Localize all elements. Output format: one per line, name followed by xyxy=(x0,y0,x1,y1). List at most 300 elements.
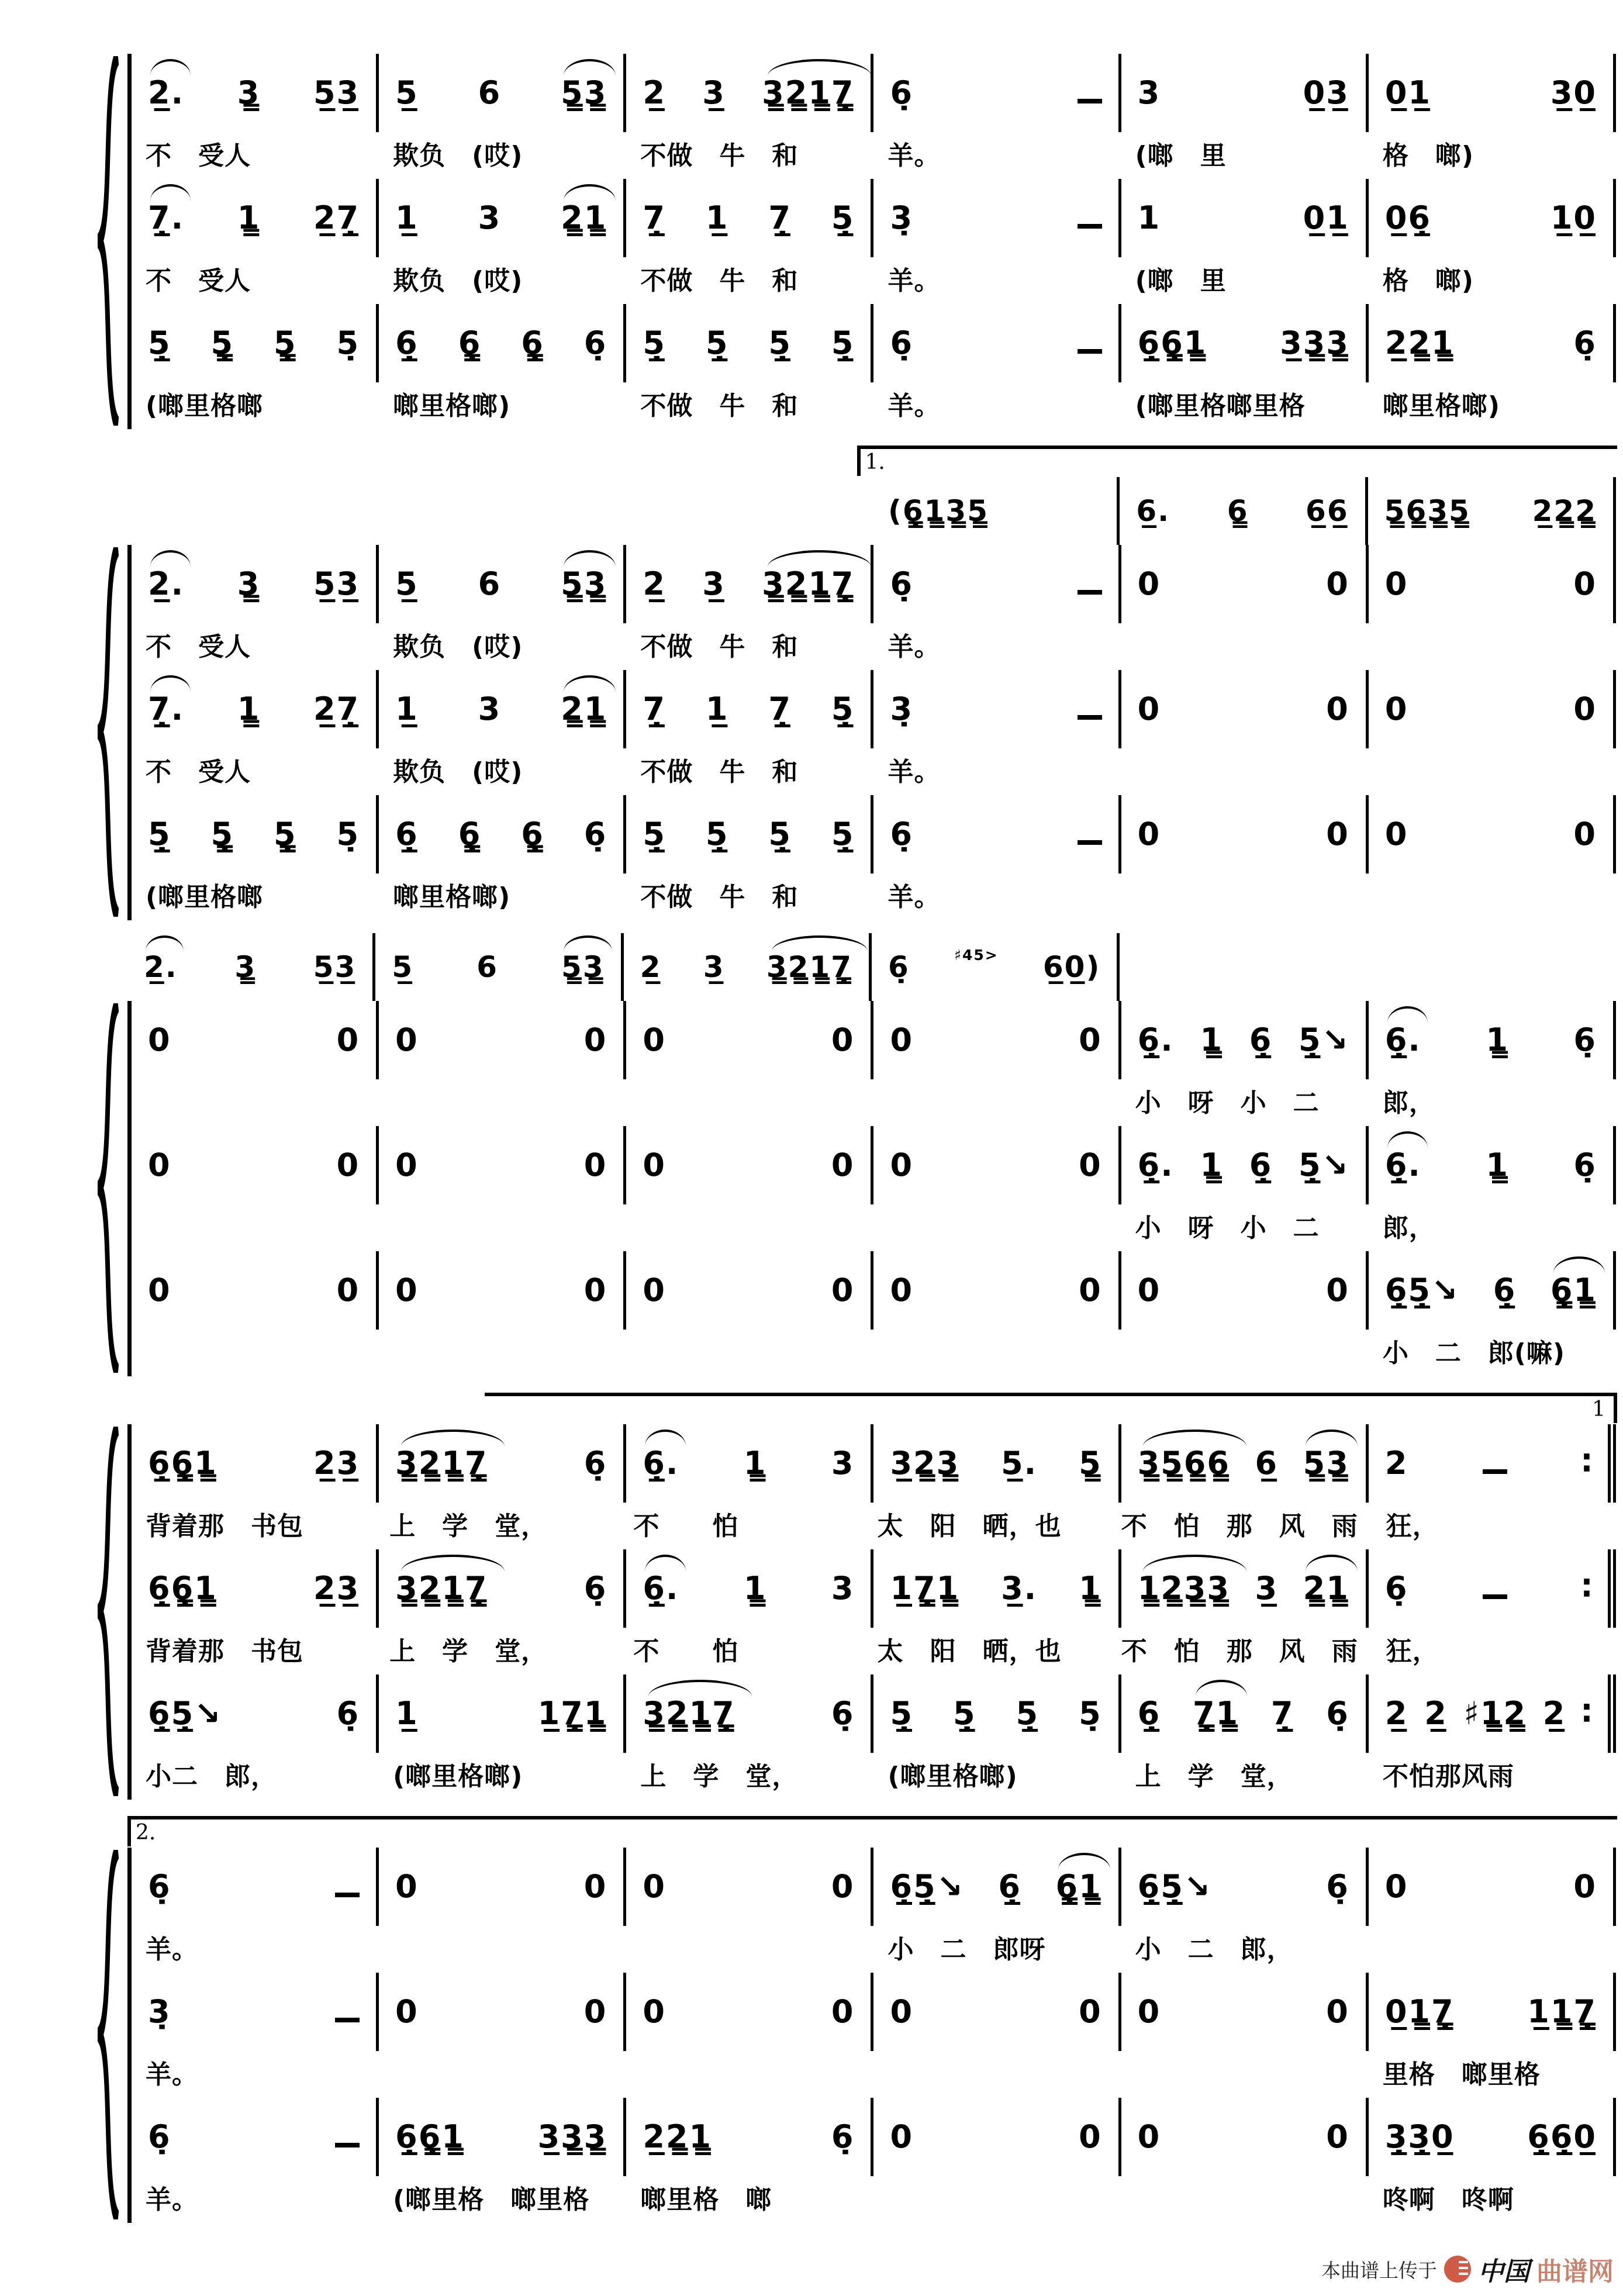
volta-label: 1 xyxy=(1592,1397,1605,1421)
note-token: 3̳ xyxy=(234,950,257,984)
lyric-measure: 羊。 xyxy=(888,141,941,171)
lyric-measure: 啷里格啷) xyxy=(1382,391,1500,421)
lyric-3 xyxy=(132,873,1616,920)
measure xyxy=(873,2098,1121,2176)
voice-3 xyxy=(132,795,1616,873)
note-token: 6̲̣ xyxy=(1493,1272,1517,1308)
note-token: 0 xyxy=(395,1147,419,1183)
note-token: 0 xyxy=(1573,816,1597,852)
note-token: 3̲3̳3̳ xyxy=(1280,324,1349,361)
lyric-measure: 欺负 (哎) xyxy=(393,632,523,662)
voice-1 xyxy=(132,545,1616,623)
note-token: 0 xyxy=(148,1147,171,1183)
volta-bracket xyxy=(127,1816,1617,1846)
note-token: 5̲̣ xyxy=(148,324,171,361)
lyric-measure xyxy=(132,1079,379,1082)
note-token: 6̣ xyxy=(888,950,910,984)
note-token xyxy=(1078,819,1102,850)
system-3 xyxy=(127,933,1616,1376)
slur-arc xyxy=(564,59,616,76)
lyric-measure: (啷里格啷里格 xyxy=(1135,391,1306,421)
measure xyxy=(132,1424,379,1503)
measure xyxy=(873,1674,1121,1753)
lyric-measure: 小 二 郎呀 xyxy=(888,1935,1046,1964)
measure xyxy=(1121,1126,1369,1204)
note-token: 1̳2̳3̳3̳ xyxy=(1138,1573,1230,1604)
grace-notes: ♯45> xyxy=(954,946,999,964)
note-token: 2̲2̳1̳ xyxy=(1384,324,1455,361)
system-5 xyxy=(127,1812,1616,2223)
interlude-line xyxy=(127,933,1616,1001)
note-token: 0 xyxy=(1384,1868,1408,1905)
note-token: 6̲̣5̲̣↘ xyxy=(1137,1868,1212,1905)
lyric-measure: 不 怕 那 风 雨 xyxy=(1121,1511,1358,1541)
note-token: 7̲̣ xyxy=(1270,1695,1294,1732)
measure xyxy=(375,477,623,545)
note-token: 5̲̣ xyxy=(831,816,855,852)
measure xyxy=(873,1126,1121,1204)
measure xyxy=(132,1001,379,1079)
lyric-measure xyxy=(626,1204,873,1207)
note-token: 6 xyxy=(478,74,502,111)
lyric-measure: 背着那 书包 xyxy=(146,1511,303,1541)
measure xyxy=(379,795,626,873)
lyric-measure: 郎， xyxy=(1382,1213,1435,1243)
voice-3 xyxy=(132,1674,1616,1753)
measure xyxy=(873,795,1121,873)
lyric-measure: 太 阳 晒，也 xyxy=(877,1636,1062,1666)
note-token: 5̲̣ xyxy=(1016,1695,1040,1732)
note-token: 6̣ xyxy=(1326,1695,1349,1732)
voice-block xyxy=(127,54,1616,429)
measure xyxy=(1369,1973,1616,2051)
note-token: 3̳2̳1̳7̳̣ xyxy=(643,1698,735,1729)
lyric-measure: 小二 郎， xyxy=(146,1762,277,1791)
system-brace xyxy=(98,547,120,917)
slur-arc xyxy=(1306,1430,1358,1446)
measure xyxy=(1121,1424,1369,1503)
lyric-1 xyxy=(132,132,1616,179)
note-token xyxy=(1483,1573,1507,1604)
lyric-measure xyxy=(1121,748,1369,751)
note-token xyxy=(1483,1448,1507,1479)
lyric-measure: 欺负 (哎) xyxy=(393,266,523,296)
note-token: 6̣ xyxy=(890,324,914,361)
duration-dash xyxy=(1078,715,1102,720)
note-token: 6̣ xyxy=(148,1868,171,1905)
slur-arc xyxy=(1387,1131,1428,1148)
note-token: 5̲ xyxy=(395,74,419,111)
lyric-measure: 小 呀 小 二 xyxy=(1135,1213,1320,1243)
slur-arc xyxy=(768,59,871,76)
note-token: 0 xyxy=(583,1147,607,1183)
note-token: 6̣ xyxy=(583,1570,607,1607)
note-token: 6̲0̲) xyxy=(1042,950,1101,984)
measure xyxy=(379,670,626,748)
duration-dash xyxy=(1483,1469,1507,1474)
lyric-measure: (啷里格啷 xyxy=(146,391,264,421)
note-token: 2̲ xyxy=(643,565,666,602)
measure xyxy=(132,1674,379,1753)
measure xyxy=(132,304,379,382)
voice-2 xyxy=(132,1126,1616,1204)
voice-2 xyxy=(132,1973,1616,2051)
measure xyxy=(379,179,626,257)
note-token: 5̲̣ xyxy=(953,1695,976,1732)
note-token: 0 xyxy=(336,1147,360,1183)
note-token: 5̳3̳ xyxy=(561,77,607,109)
lyric-measure: 不做 牛 和 xyxy=(640,391,799,421)
note-token: 7̲̣. xyxy=(148,202,184,234)
lyric-measure xyxy=(873,2051,1121,2053)
slur-arc xyxy=(564,935,612,951)
note-token: 6̲̣6̳̣1̳ xyxy=(148,1570,217,1607)
measure xyxy=(1369,670,1616,748)
note-token: 6̣ xyxy=(1573,324,1597,361)
measure xyxy=(132,179,379,257)
note-token: 5̳3̳ xyxy=(561,952,605,982)
note-token: (6̳̣1̳3̳5̳ xyxy=(888,494,989,528)
measure xyxy=(626,545,873,623)
note-token: 2̲ xyxy=(1424,1695,1448,1732)
note-token: 2̲2̳2̳ xyxy=(1532,494,1597,528)
lyric-measure xyxy=(1121,1330,1369,1332)
note-token: 2̲7̲̣ xyxy=(313,199,360,236)
measure xyxy=(1121,1001,1369,1079)
measure xyxy=(626,1848,873,1926)
note-token: 5̲̣ xyxy=(643,816,666,852)
note-token: 3̳2̳1̳7̳̣ xyxy=(762,77,854,109)
measure xyxy=(379,1126,626,1204)
note-token: 0 xyxy=(831,1147,855,1183)
note-token: 6̣ xyxy=(831,1695,855,1732)
voice-block xyxy=(127,545,1616,920)
note-token: 5̲̣ xyxy=(831,199,855,236)
measure xyxy=(132,1848,379,1926)
measure xyxy=(1120,477,1368,545)
slur-arc xyxy=(564,184,616,201)
note-token: 0 xyxy=(1326,2118,1349,2155)
note-token: 3̲ xyxy=(702,565,726,602)
note-token: 6̣ xyxy=(1573,1147,1597,1183)
note-token: 0 xyxy=(1384,565,1408,602)
note-token: 2̲. xyxy=(148,77,184,109)
lyric-1 xyxy=(132,1926,1616,1973)
measure xyxy=(1121,670,1369,748)
note-token: 6̣ xyxy=(890,565,914,602)
note-token: 5̳̣ xyxy=(274,324,297,361)
note-token xyxy=(335,1871,360,1903)
note-token: 1̳ xyxy=(1200,1021,1224,1058)
note-token: 5̣ xyxy=(1079,1695,1102,1732)
note-token: 6̲̣. xyxy=(643,1573,679,1604)
lyric-measure xyxy=(379,1926,626,1928)
duration-dash xyxy=(335,1893,360,1897)
note-token: 0 xyxy=(1137,690,1161,727)
note-token: 1̳ xyxy=(237,690,261,727)
footer-upload-note: 本曲谱上传于 xyxy=(1321,2259,1437,2282)
lyric-measure: (啷里格 啷里格 xyxy=(393,2185,590,2215)
note-token: 5̲̣ xyxy=(148,816,171,852)
note-token: 0 xyxy=(890,1993,914,2030)
note-token: 1̲ xyxy=(395,199,419,236)
note-token: 3̳2̳1̳7̳̣ xyxy=(766,952,852,982)
voice-3 xyxy=(132,2098,1616,2176)
note-token: 7̲̣ xyxy=(643,690,666,727)
measure xyxy=(626,1674,873,1753)
note-token: 0 xyxy=(336,1272,360,1308)
voice-1 xyxy=(132,1848,1616,1926)
note-token: 6̣ xyxy=(1326,1868,1349,1905)
measure xyxy=(626,670,873,748)
slur-arc xyxy=(1306,1555,1358,1572)
lyric-measure: 羊。 xyxy=(888,391,941,421)
note-token: 5̳6̳3̳5̳ xyxy=(1384,494,1470,528)
lyric-measure xyxy=(1121,623,1369,626)
note-token: 6̣ xyxy=(890,74,914,111)
repeat-colon: ∶ xyxy=(1582,1570,1591,1607)
note-token: 1̲ xyxy=(395,1695,419,1732)
note-token: 3̣ xyxy=(148,1993,171,2030)
measure xyxy=(132,54,379,132)
note-token: 6̣ xyxy=(890,816,914,852)
note-token: 0 xyxy=(1079,1993,1102,2030)
note-token: 7̲̣. xyxy=(148,693,184,725)
measure xyxy=(379,1674,626,1753)
voice-block xyxy=(127,1424,1616,1800)
lyric-measure: 羊。 xyxy=(146,1935,198,1964)
measure xyxy=(1368,477,1616,545)
lyric-measure: 不做 牛 和 xyxy=(640,757,799,787)
note-token: 0 xyxy=(583,1993,607,2030)
note-token: 6̲̣6̳̣1̳ xyxy=(395,2118,465,2155)
note-token: 1̳ xyxy=(743,1445,767,1482)
note-token: 6̣ xyxy=(583,1445,607,1482)
note-token: 0̲1̳7̳̣ xyxy=(1384,1993,1455,2030)
note-token: 6̲̣. xyxy=(1137,1021,1174,1058)
lyric-measure: 里格 啷里格 xyxy=(1382,2060,1541,2090)
note-token: 0 xyxy=(890,1147,914,1183)
lyric-measure: 咚啊 咚啊 xyxy=(1382,2185,1514,2215)
measure xyxy=(626,1549,873,1628)
lyric-measure: 不做 牛 和 xyxy=(640,632,799,662)
note-token: 6̲̣ xyxy=(1249,1021,1273,1058)
note-token: 3 xyxy=(478,690,502,727)
measure xyxy=(1369,1848,1616,1926)
measure xyxy=(1369,1126,1616,1204)
note-token: 5̲3̲ xyxy=(313,950,357,984)
lyric-3 xyxy=(132,382,1616,429)
note-token: 0 xyxy=(643,1868,666,1905)
note-token xyxy=(1078,568,1102,600)
note-token: 6̣ xyxy=(148,2118,171,2155)
note-token: 1̲ xyxy=(705,199,729,236)
slur-arc xyxy=(401,1555,505,1572)
lyric-measure: 郎， xyxy=(1382,1088,1435,1118)
note-token: 5̲̣ xyxy=(643,324,666,361)
note-token: 1̲7̳̣1̳ xyxy=(890,1570,960,1607)
lyric-measure xyxy=(379,1330,626,1332)
note-token: 0 xyxy=(643,1993,666,2030)
measure xyxy=(1121,1973,1369,2051)
note-token: 1̳ xyxy=(1079,1570,1102,1607)
note-token: 6̲̣ xyxy=(395,324,419,361)
lyric-measure xyxy=(873,1204,1121,1207)
note-token: 0 xyxy=(583,1868,607,1905)
measure xyxy=(127,933,375,1001)
note-token: 6̲̣6̲̣0̲ xyxy=(1527,2118,1597,2155)
duration-dash xyxy=(1078,224,1102,229)
note-token: 0 xyxy=(583,1021,607,1058)
lyric-measure xyxy=(873,1330,1121,1332)
measure xyxy=(1121,545,1369,623)
measure xyxy=(1369,1251,1616,1330)
note-token: 0 xyxy=(583,1272,607,1308)
note-token: 5̳̣ xyxy=(210,324,234,361)
measure xyxy=(132,2098,379,2176)
note-token: 1̲7̳̣1̳ xyxy=(537,1695,607,1732)
measure xyxy=(379,54,626,132)
note-token: 0 xyxy=(890,2118,914,2155)
lyric-2 xyxy=(132,748,1616,795)
voice-block xyxy=(127,1001,1616,1376)
lyric-measure: 不做 牛 和 xyxy=(640,266,799,296)
note-token: 3̲ xyxy=(1255,1570,1279,1607)
lyric-measure: 羊。 xyxy=(888,632,941,662)
voice-1 xyxy=(132,1424,1616,1503)
duration-dash xyxy=(1483,1594,1507,1599)
measure xyxy=(1121,179,1369,257)
measure xyxy=(1121,1251,1369,1330)
note-token: 0 xyxy=(1137,565,1161,602)
note-token: 0 xyxy=(1326,1993,1349,2030)
note-token: 0 xyxy=(643,1272,666,1308)
duration-dash xyxy=(1078,99,1102,103)
lyric-2 xyxy=(132,1204,1616,1251)
note-token: 0 xyxy=(890,1272,914,1308)
measure xyxy=(626,1973,873,2051)
note-token: 5̲̣ xyxy=(890,1695,914,1732)
note-token: 6̣ xyxy=(583,816,607,852)
voice-3 xyxy=(132,304,1616,382)
note-token: 3̣ xyxy=(890,690,914,727)
note-token: 6̲̣6̳̣1̳ xyxy=(148,1445,217,1482)
note-token: 6̲̣5̲̣↘ xyxy=(148,1695,222,1732)
site-logo-icon xyxy=(1444,2256,1471,2283)
lyric-measure xyxy=(1369,873,1616,876)
note-token: 6̲̣ xyxy=(1137,1695,1161,1732)
lyric-measure xyxy=(1121,2051,1369,2053)
note-token: 0 xyxy=(1384,690,1408,727)
lyric-measure xyxy=(873,1079,1121,1082)
duration-dash xyxy=(1078,590,1102,595)
lyric-3 xyxy=(132,1753,1616,1800)
note-token: 0 xyxy=(1326,1272,1349,1308)
system-brace xyxy=(98,1850,120,2219)
note-token: 3 xyxy=(1137,74,1161,111)
volta-bracket xyxy=(485,1393,1617,1423)
footer xyxy=(1321,2250,1614,2288)
measure xyxy=(132,1251,379,1330)
note-token: 3̲. xyxy=(1001,1570,1038,1607)
slur-arc xyxy=(150,550,191,567)
note-token: 0 xyxy=(148,1272,171,1308)
note-token: 2̲ xyxy=(643,74,666,111)
measure xyxy=(626,179,873,257)
voice-1 xyxy=(132,54,1616,132)
measure xyxy=(1369,2098,1616,2176)
lyric-measure xyxy=(379,1204,626,1207)
lyric-measure xyxy=(626,1079,873,1082)
note-token: 0 xyxy=(1573,690,1597,727)
voice-3 xyxy=(132,1251,1616,1330)
lyric-measure: 啷里格 啷 xyxy=(640,2185,772,2215)
lyric-measure: 不 受人 xyxy=(146,757,251,787)
note-token: 6̳̣1̳ xyxy=(1056,1871,1102,1903)
note-token: 6 xyxy=(478,565,502,602)
slur-arc xyxy=(150,675,191,692)
voice-1 xyxy=(132,1001,1616,1079)
measure xyxy=(624,933,872,1001)
note-token: 6̲̣6̳̣1̳ xyxy=(1137,324,1207,361)
measure xyxy=(1369,179,1616,257)
measure xyxy=(127,477,375,545)
note-token: 1̲1̳7̳̣ xyxy=(1527,1993,1597,2030)
note-token: 2̲3̲ xyxy=(313,1570,360,1607)
lyric-2 xyxy=(132,2051,1616,2098)
lyric-measure: 羊。 xyxy=(888,882,941,912)
measure xyxy=(375,933,623,1001)
lyric-measure: 不 怕 那 风 雨 xyxy=(1121,1636,1358,1666)
note-token: 0 xyxy=(1137,2118,1161,2155)
note-token: 0 xyxy=(395,1993,419,2030)
measure xyxy=(132,795,379,873)
note-token: 6̲̣. xyxy=(643,1448,679,1479)
note-token: 0 xyxy=(643,1021,666,1058)
note-token: 6̣ xyxy=(1384,1570,1408,1607)
note-token: 6̳̣ xyxy=(458,324,482,361)
note-token: 0 xyxy=(1079,1021,1102,1058)
measure xyxy=(873,1549,1121,1628)
duration-dash xyxy=(335,2018,360,2022)
lyric-measure: 啷里格啷) xyxy=(393,391,511,421)
lyric-measure: 不 怕 xyxy=(633,1636,739,1666)
note-token: 0 xyxy=(1137,1272,1161,1308)
note-token: 3̳2̳1̳7̳̣ xyxy=(395,1448,488,1479)
note-token: 6̲̣ xyxy=(1249,1147,1273,1183)
note-token: 6̲̣5̲̣↘ xyxy=(890,1868,964,1905)
note-token: 2̲ xyxy=(640,950,662,984)
note-token: 1̲ xyxy=(705,690,729,727)
note-token: 5̲̣ xyxy=(831,324,855,361)
note-token: 0 xyxy=(643,1147,666,1183)
slur-arc xyxy=(146,935,184,951)
note-token: 0 xyxy=(1326,816,1349,852)
note-token: 5̲̣↘ xyxy=(1298,1021,1349,1058)
measure xyxy=(626,1001,873,1079)
slur-arc xyxy=(1387,1006,1428,1023)
lyric-3 xyxy=(132,2176,1616,2223)
note-token: 6̳ xyxy=(1227,494,1249,528)
volta-label: 1. xyxy=(865,450,885,474)
note-token: 5̲̣ xyxy=(768,324,792,361)
measure xyxy=(873,670,1121,748)
lyric-measure: 小 呀 小 二 xyxy=(1135,1088,1320,1118)
note-token: 5̲̣ xyxy=(705,324,729,361)
measure xyxy=(1368,933,1616,1001)
note-token: 3 xyxy=(831,1570,855,1607)
lyric-measure: 背着那 书包 xyxy=(146,1636,303,1666)
